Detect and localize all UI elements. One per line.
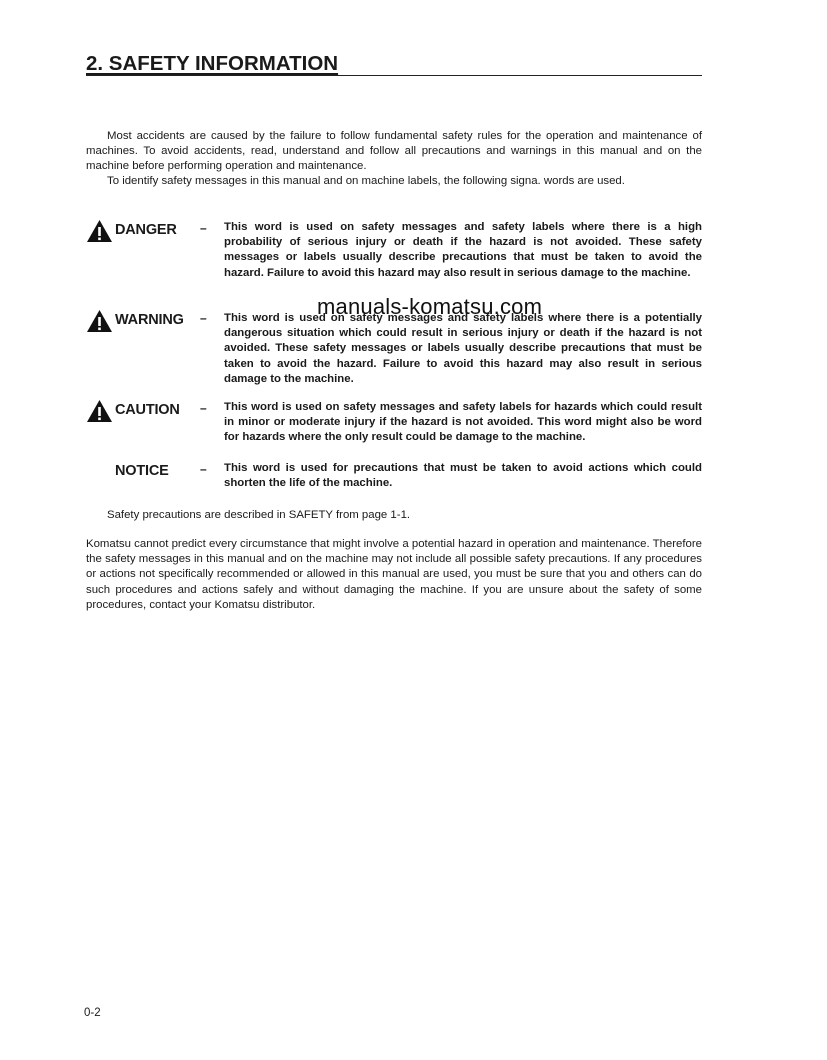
watermark: manuals-komatsu.com — [317, 294, 543, 319]
signal-words-intro: To identify safety messages in this manual and on machine labels, the following signa. words are used. — [107, 175, 625, 187]
page-number: 0-2 — [84, 1007, 101, 1019]
signal-label — [86, 460, 216, 486]
signal-label — [86, 219, 216, 245]
title-rule — [86, 75, 702, 76]
dash: – — [200, 311, 207, 325]
dash: – — [200, 401, 207, 415]
disclaimer-paragraph: Komatsu cannot predict every circumstance that might involve a potential hazard in operation and maintenance. Therefore the safety messages in this manual and on the machine may not include all possible safety precautions. If any procedures or actions not specifically recommended or allowed in this manual are used, you must be sure that you and others can do such procedures and actions safely and without damaging the machine. If you are unsure about the safety of some procedures, contact your Komatsu distributor. — [86, 538, 702, 611]
signal-description: This word is used on safety messages and safety labels for hazards which could result in minor or moderate injury if the hazard is not avoided. This word might also be word for hazards where the only result could be damage to the machine. — [224, 401, 702, 444]
signal-description: This word is used on safety messages and safety labels where there is a high probability of serious injury or death if the hazard is not avoided. These safety messages or labels usually describe precautions that must be taken to avoid the hazard. Failure to avoid this hazard may also result in serious damage to the machine. — [224, 221, 702, 279]
signal-description: This word is used on safety messages and safety labels where there is a potentially dangerous situation which could result in serious injury or death if the hazard is not avoided. These safety messages or labels usually describe precautions that must be taken to avoid the hazard. Failure to avoid this hazard may also result in serious damage to the machine. — [224, 312, 702, 385]
page-title: 2. SAFETY INFORMATION — [86, 52, 339, 75]
intro-paragraph: Most accidents are caused by the failure to follow fundamental safety rules for the operation and maintenance of machines. To avoid accidents, read, understand and follow all precautions and warnings in this manual and on the machine before performing operation and maintenance. — [86, 130, 702, 173]
signal-word: DANGER — [115, 222, 177, 238]
dash: – — [200, 221, 207, 235]
signal-label — [86, 309, 216, 335]
warning-triangle-icon — [86, 399, 113, 423]
signal-word: CAUTION — [115, 402, 180, 418]
signal-word: WARNING — [115, 312, 184, 328]
signal-word: NOTICE — [115, 463, 169, 479]
signal-description: This word is used for precautions that must be taken to avoid actions which could shorten the life of the machine. — [224, 462, 702, 490]
safety-reference: Safety precautions are described in SAFETY from page 1-1. — [107, 509, 411, 521]
warning-triangle-icon — [86, 309, 113, 333]
warning-triangle-icon — [86, 219, 113, 243]
dash: – — [200, 462, 207, 476]
signal-label — [86, 399, 216, 425]
